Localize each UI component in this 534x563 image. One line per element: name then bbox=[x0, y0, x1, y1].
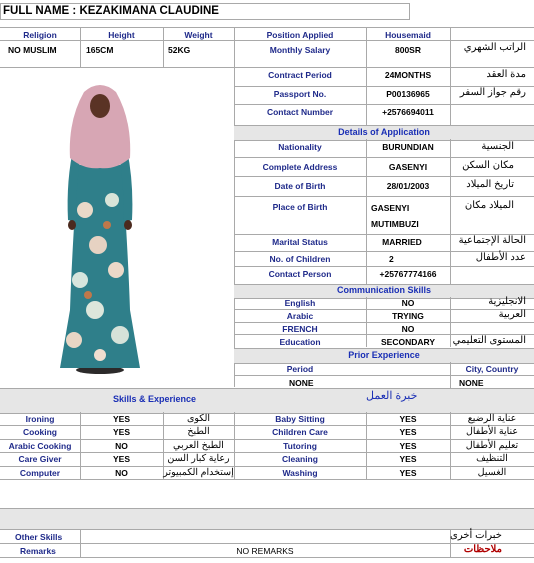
skill-left-value: YES bbox=[112, 414, 130, 424]
place-of-birth-arabic: الميلاد مكان bbox=[464, 200, 514, 211]
dob-value: 28/01/2003 bbox=[386, 181, 430, 191]
grid-line bbox=[366, 139, 367, 284]
grid-line bbox=[450, 27, 451, 127]
grid-line bbox=[234, 157, 534, 158]
height-header: Height bbox=[108, 30, 135, 40]
skill-right-label: Children Care bbox=[272, 427, 328, 438]
grid-line bbox=[234, 375, 534, 376]
english-label: English bbox=[284, 298, 316, 308]
arabic-arabic: العربية bbox=[498, 309, 526, 320]
french-value: NO bbox=[401, 324, 415, 334]
period-value: NONE bbox=[289, 378, 314, 388]
skill-left-arabic: الطبخ العربي bbox=[173, 439, 224, 451]
skill-right-label: Washing bbox=[282, 467, 318, 478]
weight-header: Weight bbox=[184, 30, 213, 40]
height-value: 165CM bbox=[86, 45, 114, 55]
french-label: FRENCH bbox=[282, 324, 318, 334]
skill-right-arabic: التنظيف bbox=[476, 453, 508, 465]
grid-line bbox=[450, 139, 451, 284]
grid-line bbox=[0, 67, 234, 68]
marital-status-arabic: الحالة الإجتماعية bbox=[458, 235, 526, 246]
applicant-photo bbox=[50, 80, 150, 375]
arabic-value: TRYING bbox=[392, 311, 424, 321]
grid-line bbox=[234, 322, 534, 323]
skill-right-value: YES bbox=[399, 454, 417, 465]
skill-left-value: NO bbox=[115, 440, 128, 451]
nationality-arabic: الجنسية bbox=[481, 141, 514, 152]
skill-right-label: Cleaning bbox=[282, 454, 318, 465]
communication-title: Communication Skills bbox=[336, 285, 432, 295]
skill-left-value: NO bbox=[115, 467, 128, 478]
skill-right-value: YES bbox=[399, 427, 417, 438]
grid-line bbox=[234, 67, 534, 68]
nationality-value: BURUNDIAN bbox=[382, 142, 434, 152]
grid-line bbox=[0, 439, 534, 440]
remarks-value: NO REMARKS bbox=[236, 546, 294, 556]
grid-line bbox=[234, 176, 534, 177]
position-applied-header: Position Applied bbox=[266, 30, 334, 40]
skill-left-value: YES bbox=[112, 454, 130, 465]
religion-header: Religion bbox=[23, 30, 57, 40]
skill-left-arabic: الكوى bbox=[186, 413, 211, 424]
skill-left-label: Cooking bbox=[23, 427, 57, 438]
children-value: 2 bbox=[389, 254, 394, 264]
footer-band bbox=[0, 508, 534, 530]
application-title: Details of Application bbox=[338, 127, 430, 137]
other-skills-label: Other Skills bbox=[15, 532, 63, 542]
skill-left-label: Care Giver bbox=[18, 454, 62, 465]
passport-arabic: رقم جواز السفر bbox=[459, 87, 526, 98]
address-label: Complete Address bbox=[262, 162, 338, 172]
education-arabic: المستوى التعليمي bbox=[452, 335, 526, 346]
skill-left-arabic: الطبخ bbox=[187, 426, 210, 438]
place-of-birth-label: Place of Birth bbox=[272, 202, 328, 212]
skill-left-value: YES bbox=[112, 427, 130, 438]
monthly-salary-arabic: الراتب الشهري bbox=[463, 42, 526, 53]
address-arabic: مكان السكن bbox=[462, 160, 514, 171]
city-country-value: NONE bbox=[459, 378, 484, 388]
full-name: FULL NAME : KEZAKIMANA CLAUDINE bbox=[3, 5, 219, 17]
contact-number-value: +2576694011 bbox=[382, 107, 434, 117]
skill-right-label: Baby Sitting bbox=[275, 414, 325, 424]
grid-line bbox=[0, 479, 534, 480]
skill-right-value: YES bbox=[399, 467, 417, 478]
skill-right-arabic: عناية الأطفال bbox=[465, 426, 519, 438]
period-label: Period bbox=[286, 364, 314, 374]
person-figure bbox=[50, 80, 150, 375]
grid-line bbox=[234, 196, 534, 197]
arabic-label: Arabic bbox=[286, 311, 314, 321]
contact-person-label: Contact Person bbox=[268, 269, 332, 279]
skill-right-arabic: عناية الرضيع bbox=[467, 413, 517, 424]
skills-title: Skills & Experience bbox=[113, 394, 197, 404]
skill-left-label: Ironing bbox=[25, 414, 55, 424]
place-of-birth-value: GASENYI bbox=[371, 203, 410, 213]
address-value: GASENYI bbox=[388, 162, 428, 172]
contract-period-value: 24MONTHS bbox=[384, 70, 432, 80]
weight-value: 52KG bbox=[168, 45, 191, 55]
skill-right-label: Tutoring bbox=[283, 440, 317, 451]
experience-title: Prior Experience bbox=[348, 350, 420, 360]
skill-left-arabic: إستخدام الكمبيوتر bbox=[163, 466, 234, 478]
passport-value: P00136965 bbox=[386, 89, 430, 99]
skill-right-arabic: الغسيل bbox=[477, 466, 507, 478]
skill-left-arabic: رعاية كبار السن bbox=[167, 453, 230, 465]
education-label: Education bbox=[279, 337, 321, 347]
children-label: No. of Children bbox=[269, 254, 331, 264]
nationality-label: Nationality bbox=[278, 142, 322, 152]
grid-line bbox=[0, 466, 534, 467]
skill-right-value: YES bbox=[399, 440, 417, 451]
skill-left-label: Computer bbox=[19, 467, 61, 478]
grid-line bbox=[0, 425, 534, 426]
dob-arabic: تاريخ الميلاد bbox=[466, 179, 514, 190]
monthly-salary-label: Monthly Salary bbox=[269, 45, 331, 55]
religion-value: NO MUSLIM bbox=[8, 45, 57, 55]
remarks-arabic: ملاحظات bbox=[463, 544, 502, 555]
skill-right-value: YES bbox=[399, 414, 417, 424]
grid-line bbox=[0, 452, 534, 453]
other-skills-arabic: خبرات أخرى bbox=[450, 530, 502, 541]
passport-label: Passport No. bbox=[273, 89, 327, 99]
dob-label: Date of Birth bbox=[274, 181, 326, 191]
remarks-label: Remarks bbox=[20, 546, 56, 556]
marital-status-label: Marital Status bbox=[272, 237, 328, 247]
children-arabic: عدد الأطفال bbox=[475, 252, 526, 263]
education-value: SECONDARY bbox=[381, 337, 435, 347]
grid-line bbox=[234, 266, 534, 267]
skill-right-arabic: تعليم الأطفال bbox=[465, 439, 519, 451]
skill-left-label: Arabic Cooking bbox=[8, 440, 72, 451]
skills-band bbox=[0, 388, 534, 414]
skills-title-arabic: خبرة العمل bbox=[366, 390, 418, 402]
contract-period-arabic: مدة العقد bbox=[486, 69, 526, 80]
monthly-salary-value: 800SR bbox=[395, 45, 421, 55]
english-arabic: الانجليزية bbox=[488, 296, 526, 307]
contact-person-value: +25767774166 bbox=[379, 269, 437, 279]
grid-line bbox=[0, 557, 534, 558]
contact-number-label: Contact Number bbox=[266, 107, 334, 117]
contract-period-label: Contract Period bbox=[268, 70, 332, 80]
grid-line bbox=[234, 104, 534, 105]
city-country-label: City, Country bbox=[465, 364, 519, 374]
marital-status-value: MARRIED bbox=[382, 237, 422, 247]
housemaid-header: Housemaid bbox=[385, 30, 431, 40]
grid-line bbox=[234, 309, 534, 310]
place-of-birth-value-2: MUTIMBUZI bbox=[371, 219, 419, 229]
english-value: NO bbox=[401, 298, 415, 308]
